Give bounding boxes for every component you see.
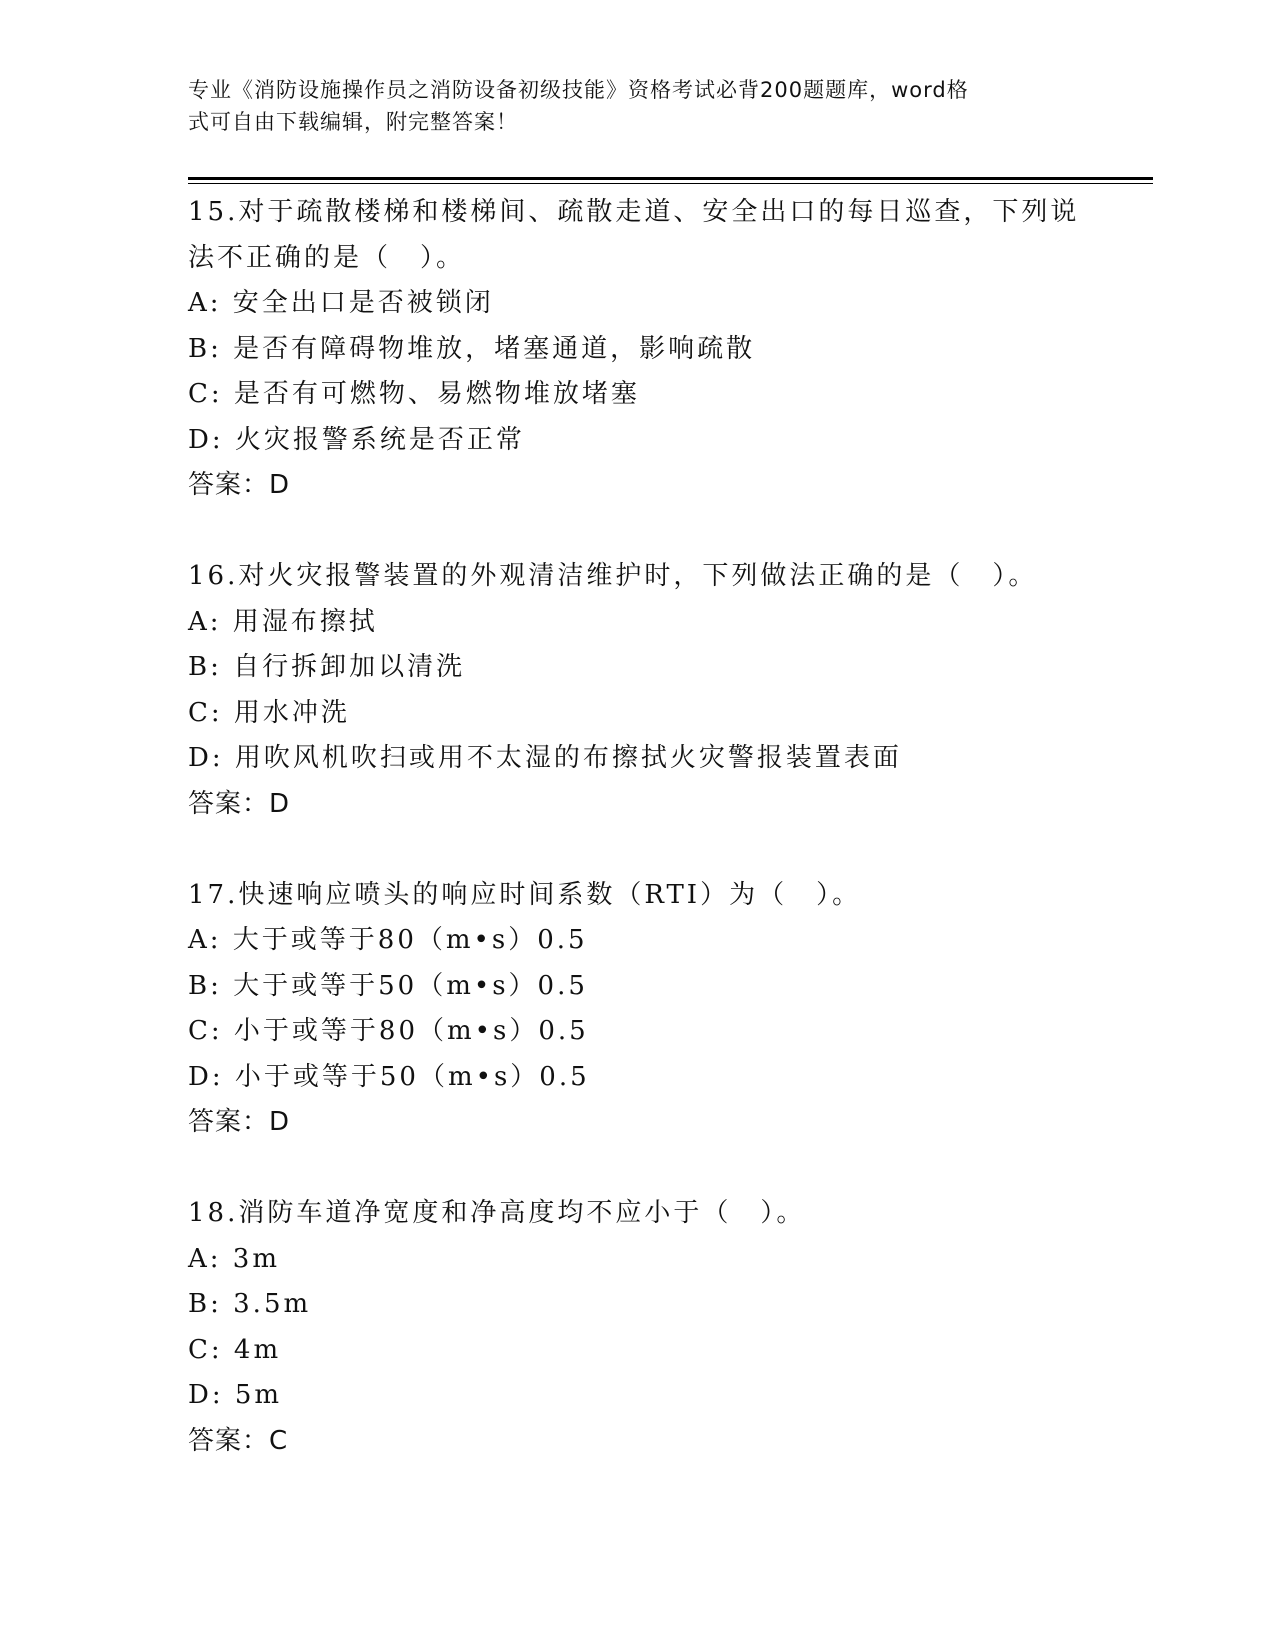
- option-a: A: 3m: [188, 1243, 280, 1274]
- option-c: C: 4m: [188, 1334, 282, 1365]
- spacer: [188, 509, 1088, 555]
- spacer: [188, 827, 1088, 873]
- option-c: C: 是否有可燃物、易燃物堆放堵塞: [188, 379, 640, 409]
- question-stem-line-1: 17.快速响应喷头的响应时间系数（RTI）为（ ）。: [188, 879, 862, 910]
- question-18: [188, 1191, 1088, 1464]
- question-17: [188, 873, 1088, 1146]
- answer: 答案：D: [188, 1107, 291, 1137]
- option-a: A: 安全出口是否被锁闭: [188, 288, 494, 318]
- option-c: C: 小于或等于80（m•s）0.5: [188, 1016, 589, 1046]
- spacer: [188, 1146, 1088, 1192]
- question-15: [188, 190, 1088, 509]
- question-stem-line-1: 15.对于疏散楼梯和楼梯间、疏散走道、安全出口的每日巡查，下列说: [188, 197, 1080, 227]
- header-rule-thin: [188, 183, 1153, 184]
- question-list: [188, 190, 1088, 1464]
- answer: 答案：D: [188, 470, 291, 500]
- header-rule-thick: [188, 177, 1153, 180]
- option-d: D: 火灾报警系统是否正常: [188, 424, 525, 455]
- option-c: C: 用水冲洗: [188, 697, 350, 728]
- option-d: D: 用吹风机吹扫或用不太湿的布擦拭火灾警报装置表面: [188, 743, 902, 773]
- answer: 答案：C: [188, 1425, 289, 1456]
- option-b: B: 大于或等于50（m•s）0.5: [188, 970, 588, 1001]
- header-line-2: 式可自由下载编辑，附完整答案！: [188, 110, 518, 134]
- answer: 答案：D: [188, 788, 291, 819]
- question-16: [188, 554, 1088, 827]
- option-b: B: 自行拆卸加以清洗: [188, 652, 466, 682]
- header-line-1: 专业《消防设施操作员之消防设备初级技能》资格考试必背200题题库，word格: [188, 78, 969, 102]
- question-stem-line-2: 法不正确的是（ ）。: [188, 242, 466, 273]
- option-d: D: 5m: [188, 1380, 283, 1410]
- option-a: A: 用湿布擦拭: [188, 606, 378, 637]
- question-stem-line-1: 18.消防车道净宽度和净高度均不应小于（ ）。: [188, 1198, 806, 1228]
- option-b: B: 3.5m: [188, 1289, 312, 1319]
- option-d: D: 小于或等于50（m•s）0.5: [188, 1061, 590, 1092]
- document-header: [188, 74, 1068, 138]
- option-a: A: 大于或等于80（m•s）0.5: [188, 925, 588, 955]
- option-b: B: 是否有障碍物堆放，堵塞通道，影响疏散: [188, 333, 756, 364]
- question-stem-line-1: 16.对火灾报警装置的外观清洁维护时，下列做法正确的是（ ）。: [188, 561, 1038, 591]
